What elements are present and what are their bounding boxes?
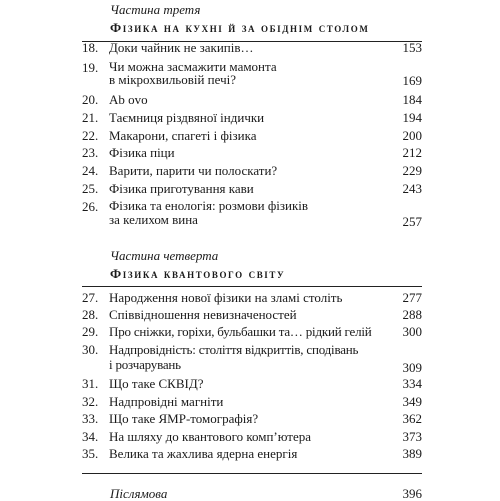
entry-page: 362 xyxy=(402,411,422,426)
entry-number: 28. xyxy=(82,307,99,322)
entry-number: 31. xyxy=(82,376,99,391)
entry-number: 20. xyxy=(82,92,99,107)
entry-page: 389 xyxy=(402,446,422,461)
entry-page: 229 xyxy=(402,163,422,178)
entry-title-line-1: Надпровідність: століття відкриттів, сподівань xyxy=(109,342,359,357)
toc-entry-21[interactable] xyxy=(82,110,422,125)
entry-title-line-2: в мікрохвильовій печі? xyxy=(109,72,237,87)
toc-entry-19[interactable] xyxy=(82,60,422,86)
entry-title-line-1: Чи можна засмажити мамонта xyxy=(109,59,277,74)
toc-entry-28[interactable] xyxy=(82,307,422,322)
toc-entry-29[interactable] xyxy=(82,324,422,339)
entry-title: Фізика піци xyxy=(109,145,175,160)
entry-title-line-1: Фізика та енологія: розмови фізиків xyxy=(109,198,309,213)
entry-number: 33. xyxy=(82,411,99,426)
entry-number: 26. xyxy=(82,199,99,214)
toc-entry-30[interactable] xyxy=(82,342,422,373)
entry-number: 30. xyxy=(82,342,99,357)
part-3-label: Частина третя xyxy=(110,2,201,17)
entry-title: Макарони, спагеті і фізика xyxy=(109,128,257,143)
entry-page: 212 xyxy=(402,145,422,160)
toc-entry-27[interactable] xyxy=(82,290,422,305)
entry-page: 194 xyxy=(402,110,422,125)
entry-title: Ab ovo xyxy=(109,92,148,107)
entry-title: Що таке ЯМР-томографія? xyxy=(109,411,259,426)
part-3-title: Фізика на кухні й за обіднім столом xyxy=(110,20,370,35)
entry-number: 25. xyxy=(82,181,99,196)
entry-title: Про сніжки, горіхи, бульбашки та… рідкий гелій xyxy=(109,324,372,339)
entry-number: 32. xyxy=(82,394,99,409)
entry-page: 349 xyxy=(402,394,422,409)
afterword-divider xyxy=(82,473,422,474)
entry-title: Таємниця різдвяної індички xyxy=(109,110,265,125)
entry-title: Велика та жахлива ядерна енергія xyxy=(109,446,298,461)
entry-number: 23. xyxy=(82,145,99,160)
entry-title: Народження нової фізики на зламі століть xyxy=(109,290,343,305)
toc-entry-33[interactable] xyxy=(82,411,422,426)
entry-title: Варити, парити чи полоскати? xyxy=(109,163,278,178)
toc-entry-34[interactable] xyxy=(82,429,422,444)
entry-page: 309 xyxy=(402,360,422,375)
entry-page: 153 xyxy=(402,40,422,55)
entry-page: 288 xyxy=(402,307,422,322)
entry-page: 243 xyxy=(402,181,422,196)
part-4-label: Частина четверта xyxy=(110,248,219,263)
entry-title: Доки чайник не закипів… xyxy=(109,40,254,55)
entry-title-line-2: і розчарувань xyxy=(109,357,181,372)
afterword-label[interactable]: Післямова xyxy=(110,486,168,501)
entry-page: 200 xyxy=(402,128,422,143)
entry-number: 34. xyxy=(82,429,99,444)
entry-title: Фізика приготування кави xyxy=(109,181,254,196)
toc-entry-32[interactable] xyxy=(82,394,422,409)
entry-number: 18. xyxy=(82,40,99,55)
entry-number: 19. xyxy=(82,60,99,75)
entry-title: На шляху до квантового комп’ютера xyxy=(109,429,312,444)
toc-entry-20[interactable] xyxy=(82,92,422,107)
entry-number: 27. xyxy=(82,290,99,305)
entry-number: 21. xyxy=(82,110,99,125)
entry-number: 35. xyxy=(82,446,99,461)
toc-entry-31[interactable] xyxy=(82,376,422,391)
entry-title-line-2: за келихом вина xyxy=(109,212,198,227)
entry-page: 334 xyxy=(402,376,422,391)
afterword-page: 396 xyxy=(402,486,422,501)
entry-title: Надпровідні магніти xyxy=(109,394,224,409)
entry-page: 300 xyxy=(402,324,422,339)
toc-entry-25[interactable] xyxy=(82,181,422,196)
toc-entry-22[interactable] xyxy=(82,128,422,143)
toc-entry-35[interactable] xyxy=(82,446,422,461)
entry-page: 373 xyxy=(402,429,422,444)
entry-page: 277 xyxy=(402,290,422,305)
entry-page: 184 xyxy=(402,92,422,107)
part-4-divider xyxy=(82,286,422,287)
entry-title: Співвідношення невизначеностей xyxy=(109,307,297,322)
entry-page: 169 xyxy=(402,73,422,88)
part-4-title: Фізика квантового світу xyxy=(110,266,286,281)
toc-entry-24[interactable] xyxy=(82,163,422,178)
toc-entry-26[interactable] xyxy=(82,199,422,227)
entry-title: Що таке СКВІД? xyxy=(109,376,204,391)
entry-number: 29. xyxy=(82,324,99,339)
toc-entry-18[interactable] xyxy=(82,40,422,55)
entry-number: 22. xyxy=(82,128,99,143)
entry-page: 257 xyxy=(402,214,422,229)
entry-number: 24. xyxy=(82,163,99,178)
toc-entry-23[interactable] xyxy=(82,145,422,160)
